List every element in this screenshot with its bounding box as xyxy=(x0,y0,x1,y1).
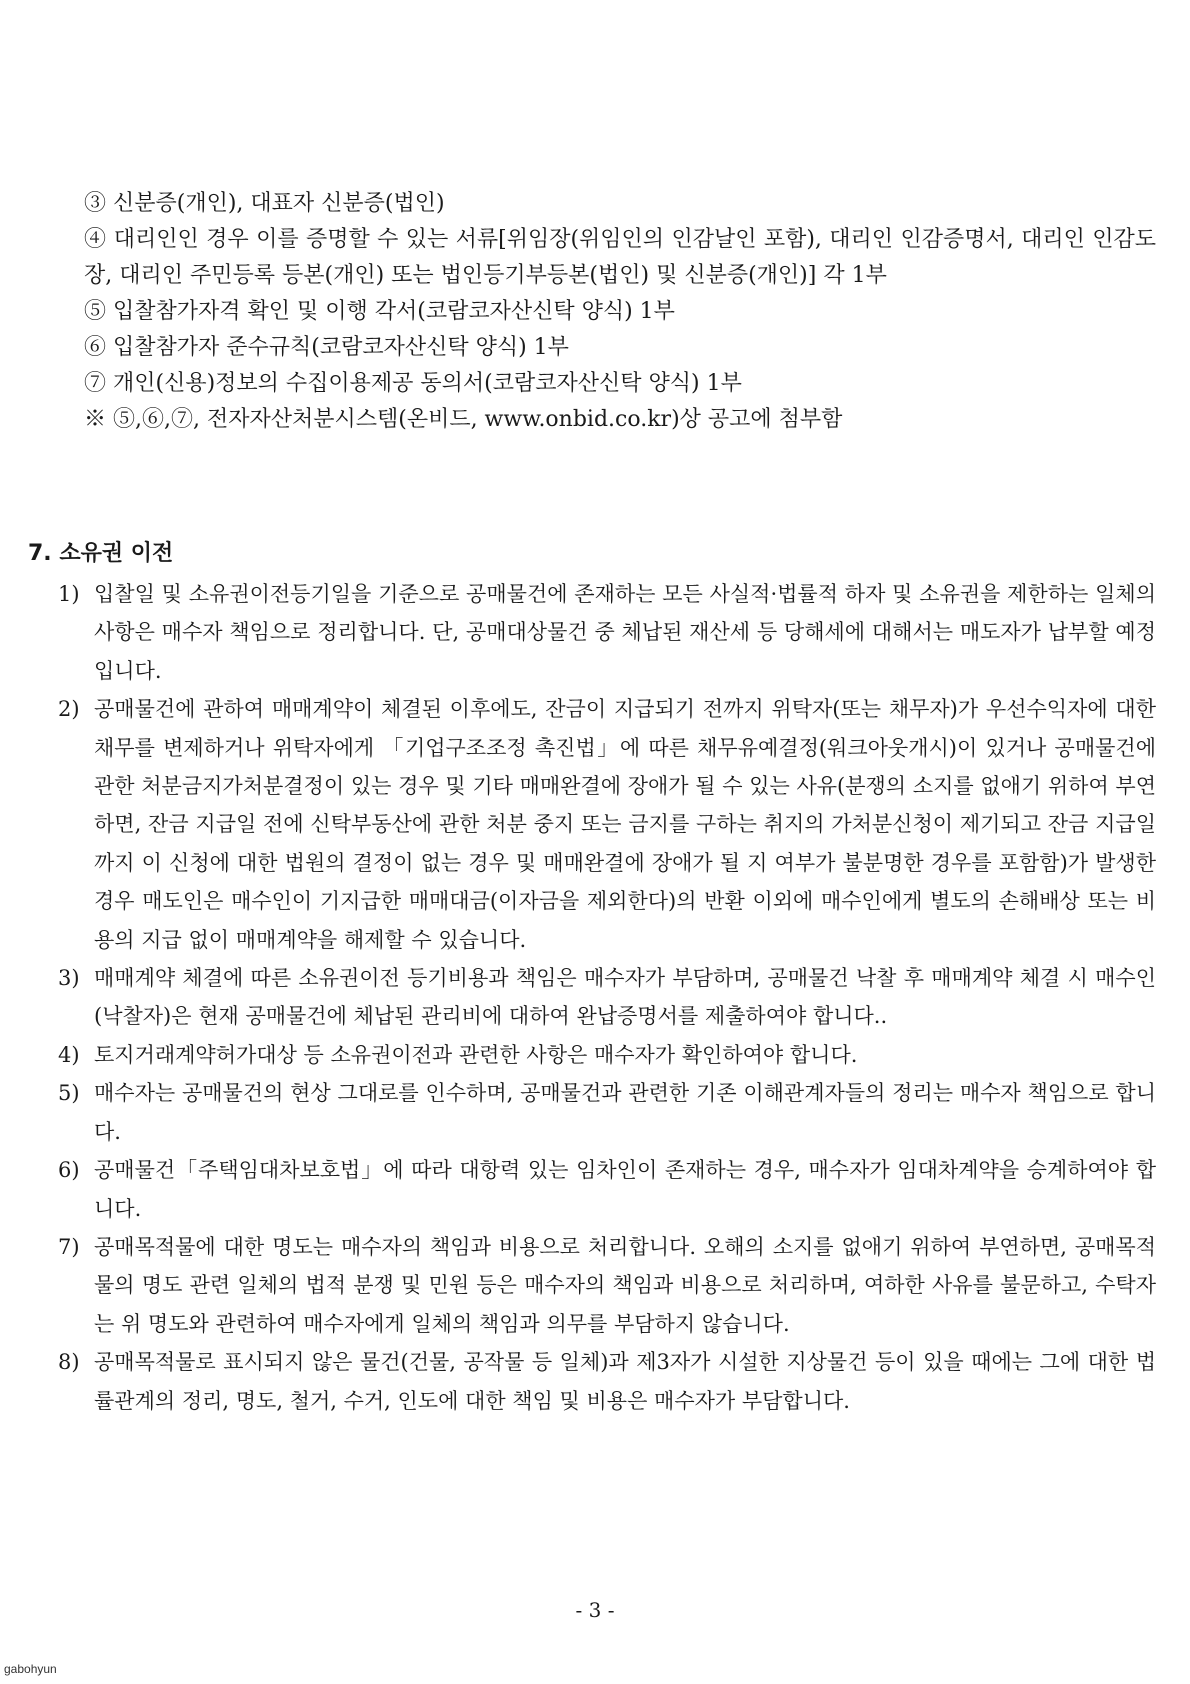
item-text: 토지거래계약허가대상 등 소유권이전과 관련한 사항은 매수자가 확인하여야 합니다. xyxy=(94,1042,858,1067)
item-number: 7) xyxy=(58,1234,80,1259)
list-item xyxy=(58,690,1156,959)
document-item: ④ 대리인인 경우 이를 증명할 수 있는 서류[위임장(위임인의 인감날인 포함), 대리인 인감증명서, 대리인 인감도장, 대리인 주민등록 등본(개인) 또는 법인등기부등본(법인) 및 신분증(개인)] 각 1부 xyxy=(84,227,1156,288)
page-number: - 3 - xyxy=(575,1598,615,1622)
document-item: ⑦ 개인(신용)정보의 수집이용제공 동의서(코람코자산신탁 양식) 1부 xyxy=(84,371,742,396)
list-item xyxy=(58,1074,1156,1151)
list-item xyxy=(58,1151,1156,1228)
watermark-text: gabohyun xyxy=(4,1662,57,1676)
item-text: 매매계약 체결에 따른 소유권이전 등기비용과 책임은 매수자가 부담하며, 공매물건 낙찰 후 매매계약 체결 시 매수인(낙찰자)은 현재 공매물건에 체납된 관리비에 대하여 완납증명서를 제출하여야 합니다.. xyxy=(94,966,1156,1029)
item-number: 2) xyxy=(58,697,80,722)
list-item xyxy=(58,575,1156,690)
item-text: 입찰일 및 소유권이전등기일을 기준으로 공매물건에 존재하는 모든 사실적·법률적 하자 및 소유권을 제한하는 일체의 사항은 매수자 책임으로 정리합니다. 단, 공매대상물건 중 체납된 재산세 등 당해세에 대해서는 매도자가 납부할 예정입니다. xyxy=(94,582,1156,683)
list-item xyxy=(58,1343,1156,1420)
item-number: 8) xyxy=(58,1350,80,1375)
list-item xyxy=(58,959,1156,1036)
item-text: 매수자는 공매물건의 현상 그대로를 인수하며, 공매물건과 관련한 기존 이해관계자들의 정리는 매수자 책임으로 합니다. xyxy=(94,1081,1156,1144)
item-number: 3) xyxy=(58,966,80,991)
list-item xyxy=(58,1228,1156,1343)
required-documents-list xyxy=(84,186,1156,438)
item-number: 1) xyxy=(58,582,80,606)
document-item: ③ 신분증(개인), 대표자 신분증(법인) xyxy=(84,191,445,216)
item-number: 6) xyxy=(58,1158,80,1183)
item-text: 공매목적물에 대한 명도는 매수자의 책임과 비용으로 처리합니다. 오해의 소지를 없애기 위하여 부연하면, 공매목적물의 명도 관련 일체의 법적 분쟁 및 민원 등은 매수자의 책임과 비용으로 처리하며, 여하한 사유를 불문하고, 수탁자는 위 명도와 관련하여 매수자에게 일체의 책임과 의무를 부담하지 않습니다. xyxy=(94,1234,1156,1336)
list-item xyxy=(58,1036,1156,1074)
item-number: 5) xyxy=(58,1081,80,1106)
document-item: ⑥ 입찰참가자 준수규칙(코람코자산신탁 양식) 1부 xyxy=(84,335,569,360)
document-item: ⑤ 입찰참가자격 확인 및 이행 각서(코람코자산신탁 양식) 1부 xyxy=(84,299,675,324)
section-title: 7. 소유권 이전 xyxy=(28,541,174,566)
item-text: 공매물건에 관하여 매매계약이 체결된 이후에도, 잔금이 지급되기 전까지 위탁자(또는 채무자)가 우선수익자에 대한 채무를 변제하거나 위탁자에게 「기업구조조정 촉진법」에 따른 채무유예결정(워크아웃개시)이 있거나 공매물건에 관한 처분금지가처분결정이 있는 경우 및 기타 매매완결에 장애가 될 수 있는 사유(분쟁의 소지를 없애기 위하여 부연하면, 잔금 지급일 전에 신탁부동산에 관한 처분 중지 또는 금지를 구하는 취지의 가처분신청이 제기되고 잔금 지급일까지 이 신청에 대한 법원의 결정이 없는 경우 및 매매완결에 장애가 될 지 여부가 불분명한 경우를 포함함)가 발생한 경우 매도인은 매수인이 기지급한 매매대금(이자금을 제외한다)의 반환 이외에 매수인에게 별도의 손해배상 또는 비용의 지급 없이 매매계약을 해제할 수 있습니다. xyxy=(94,697,1156,952)
item-text: 공매물건「주택임대차보호법」에 따라 대항력 있는 임차인이 존재하는 경우, 매수자가 임대차계약을 승계하여야 합니다. xyxy=(94,1158,1156,1221)
item-number: 4) xyxy=(58,1042,80,1067)
item-text: 공매목적물로 표시되지 않은 물건(건물, 공작물 등 일체)과 제3자가 시설한 지상물건 등이 있을 때에는 그에 대한 법률관계의 정리, 명도, 철거, 수거, 인도에 대한 책임 및 비용은 매수자가 부담합니다. xyxy=(94,1350,1156,1413)
document-note: ※ ⑤,⑥,⑦, 전자자산처분시스템(온비드, www.onbid.co.kr)상 공고에 첨부함 xyxy=(84,407,843,432)
ownership-transfer-list xyxy=(58,575,1156,1420)
